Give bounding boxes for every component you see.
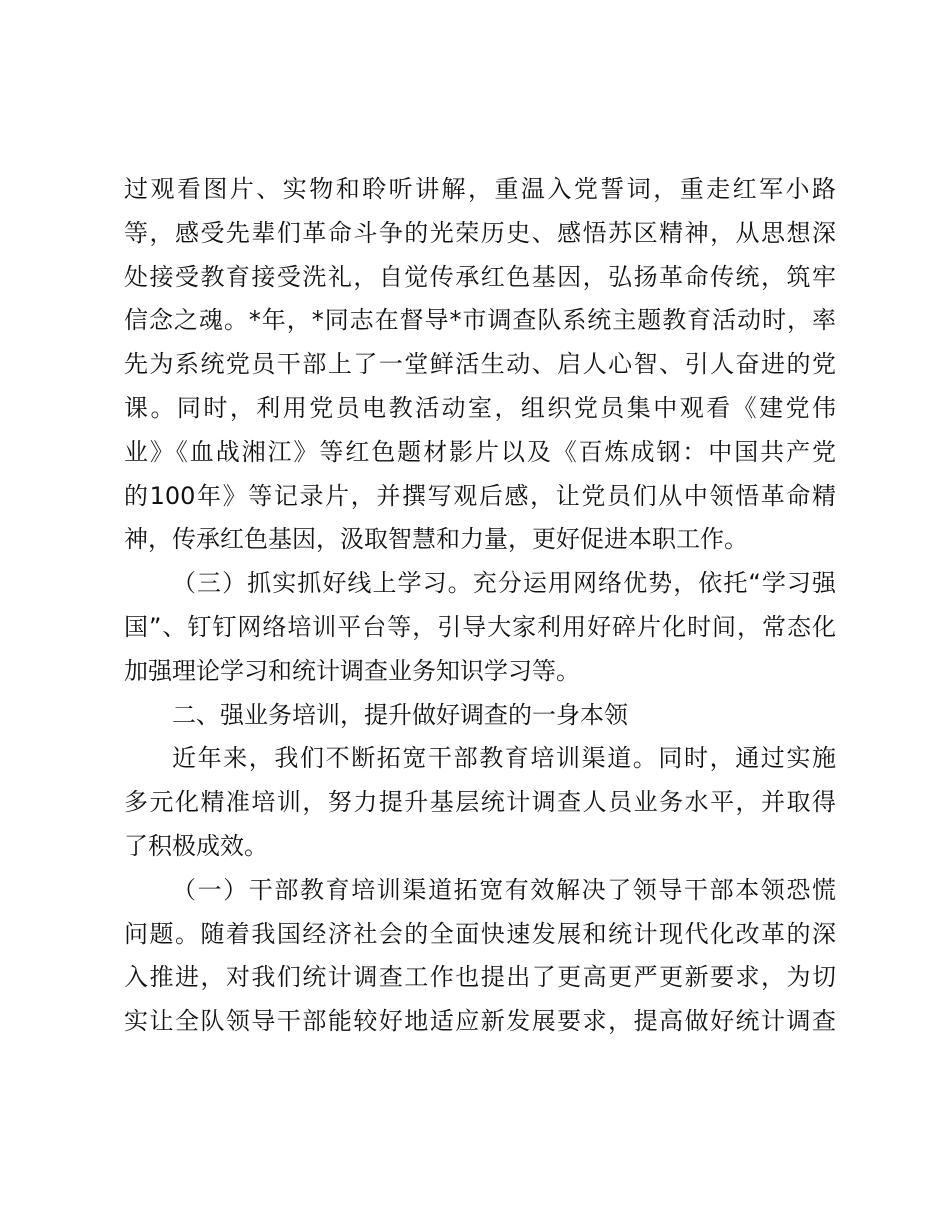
body-line: 入推进，对我们统计调查工作也提出了更高更严更新要求，为切 [124,963,836,992]
body-line: 课。同时，利用党员电教活动室，组织党员集中观看《建党伟 [124,393,836,422]
paragraph-end-line: 了积极成效。 [124,831,268,860]
paragraph-end-line: 神，传承红色基因，汲取智慧和力量，更好促进本职工作。 [124,525,748,554]
body-line: 信念之魂。*年，*同志在督导*市调查队系统主题教育活动时，率 [124,306,836,335]
body-line: 问题。随着我国经济社会的全面快速发展和统计现代化改革的深 [124,919,836,948]
body-line: 等，感受先辈们革命斗争的光荣历史、感悟苏区精神，从思想深 [124,218,836,247]
body-line: 处接受教育接受洗礼，自觉传承红色基因，弘扬革命传统，筑牢 [124,262,836,291]
subsection-one-heading-line: （一）干部教育培训渠道拓宽有效解决了领导干部本领恐慌 [172,875,836,904]
body-line: 过观看图片、实物和聆听讲解，重温入党誓词，重走红军小路 [124,175,836,203]
paragraph-end-line: 加强理论学习和统计调查业务知识学习等。 [124,656,580,685]
body-line: 国”、钉钉网络培训平台等，引导大家利用好碎片化时间，常态化 [124,612,836,641]
body-line: 实让全队领导干部能较好地适应新发展要求，提高做好统计调查 [124,1007,836,1036]
body-line: 业》《血战湘江》等红色题材影片以及《百炼成钢：中国共产党 [124,437,836,466]
paragraph-start-line: 近年来，我们不断拓宽干部教育培训渠道。同时，通过实施 [172,744,836,773]
document-body [124,168,836,1044]
body-line: 先为系统党员干部上了一堂鲜活生动、启人心智、引人奋进的党 [124,350,836,379]
body-line: 多元化精准培训，努力提升基层统计调查人员业务水平，并取得 [124,788,836,817]
section-three-heading-line: （三）抓实抓好线上学习。充分运用网络优势，依托“学习强 [172,569,836,598]
body-line: 的100年》等记录片，并撰写观后感，让党员们从中领悟革命精 [124,481,836,510]
section-heading: 二、强业务培训，提升做好调查的一身本领 [172,700,628,729]
